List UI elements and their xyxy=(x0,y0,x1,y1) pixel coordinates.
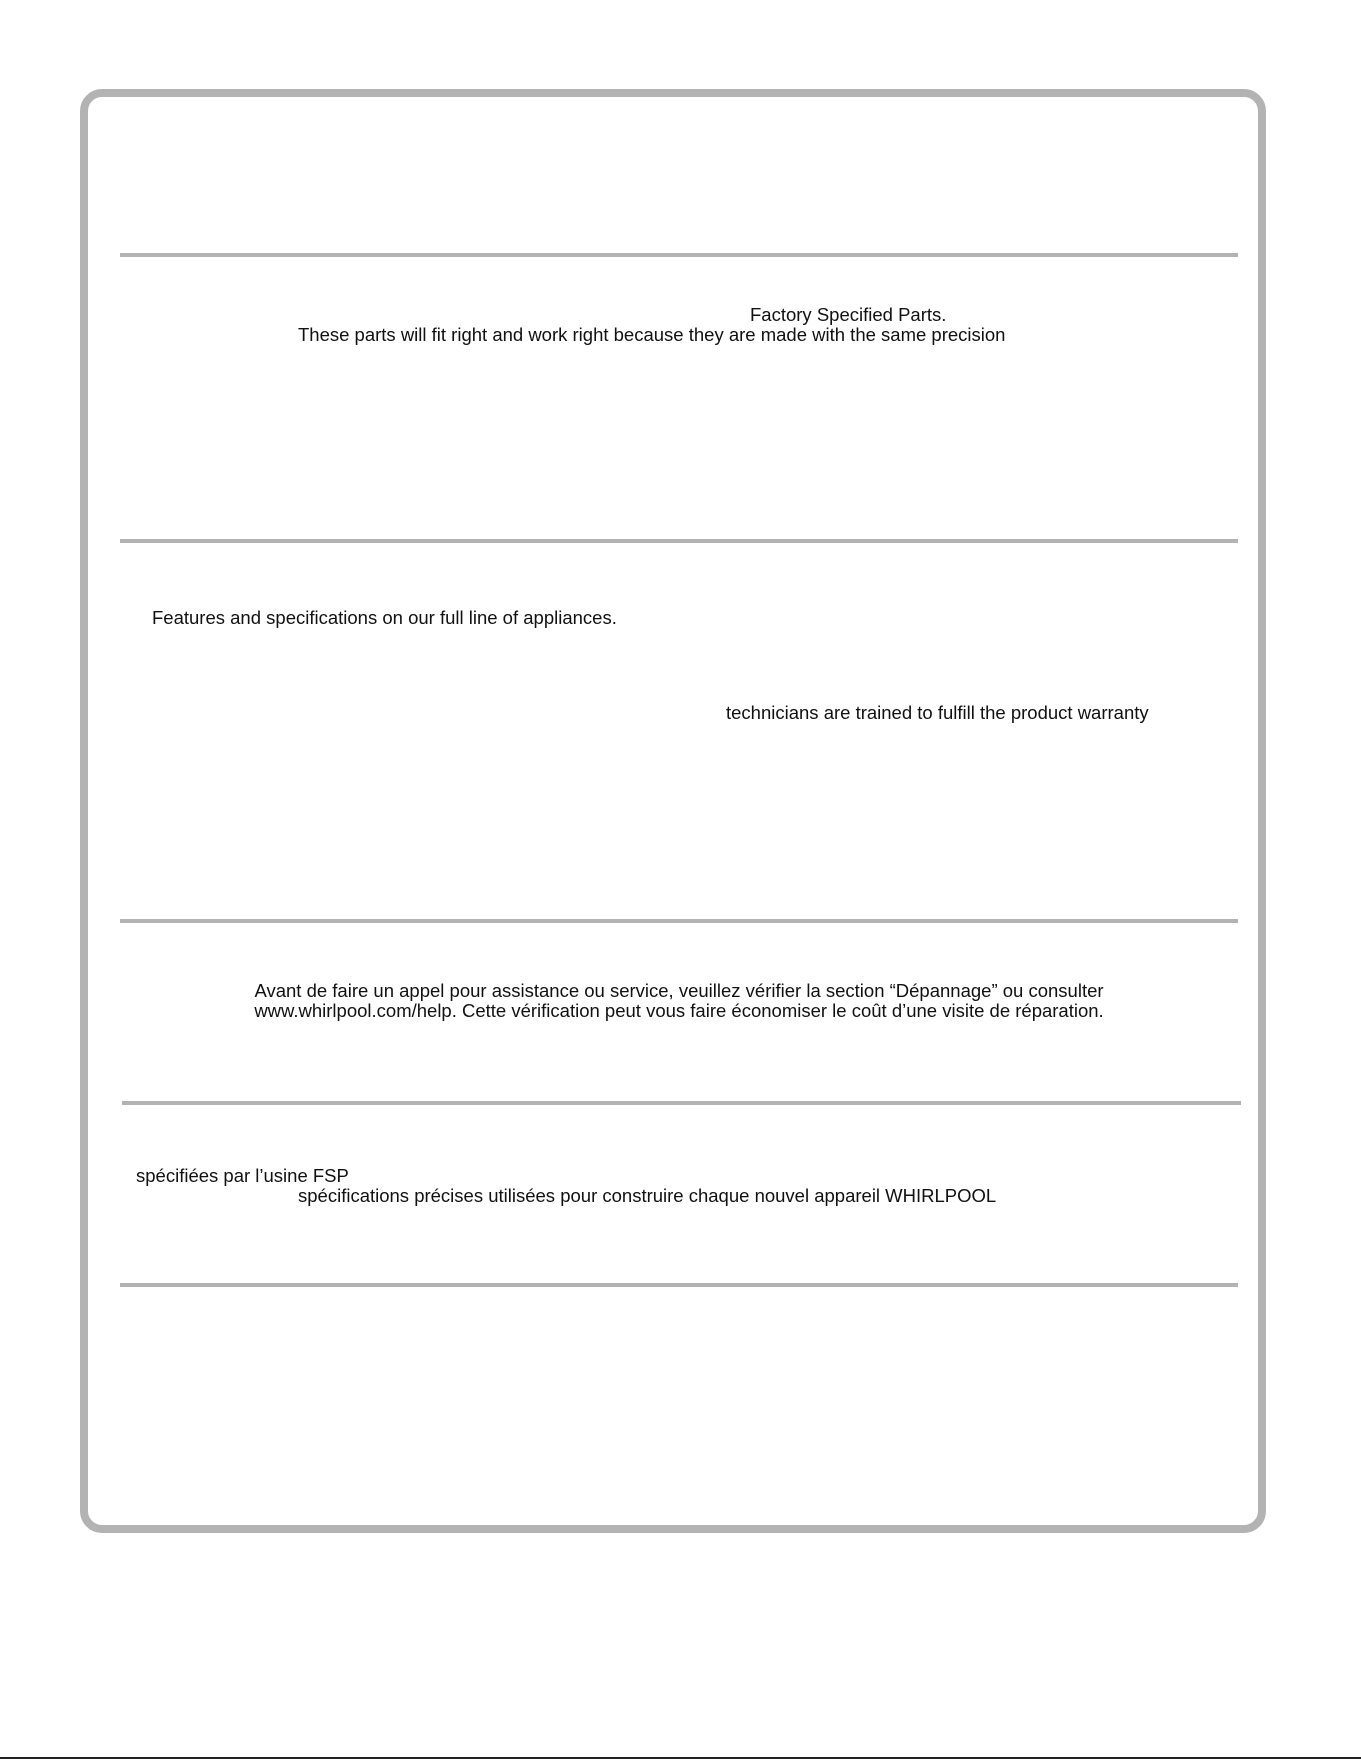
fsp-heading-fragment: Factory Specified Parts. xyxy=(750,304,947,325)
fsp-fr-line-2: spécifications précises utilisées pour construire chaque nouvel appareil WHIRLPOOL xyxy=(298,1185,997,1206)
assistance-line-2: www.whirlpool.com/help. Cette vérification peut vous faire économiser le coût d’une visite de réparation. xyxy=(254,1000,1104,1021)
page-bottom-edge xyxy=(0,1757,1361,1759)
section-divider-1 xyxy=(120,253,1238,257)
fsp-fr-line-1: spécifiées par l’usine FSP xyxy=(136,1165,349,1186)
features-line: Features and specifications on our full line of appliances. xyxy=(152,607,617,628)
section-divider-2 xyxy=(120,539,1238,543)
assistance-line-1: Avant de faire un appel pour assistance ou service, veuillez vérifier la section “Dépannage” ou consulter xyxy=(254,980,1104,1001)
section-divider-4 xyxy=(122,1101,1241,1105)
fsp-parts-line: These parts will fit right and work right because they are made with the same precision xyxy=(298,324,1006,345)
page-border-frame xyxy=(80,89,1266,1533)
section-divider-3 xyxy=(120,919,1238,923)
technicians-line: technicians are trained to fulfill the product warranty xyxy=(726,702,1149,723)
section-divider-5 xyxy=(120,1283,1238,1287)
